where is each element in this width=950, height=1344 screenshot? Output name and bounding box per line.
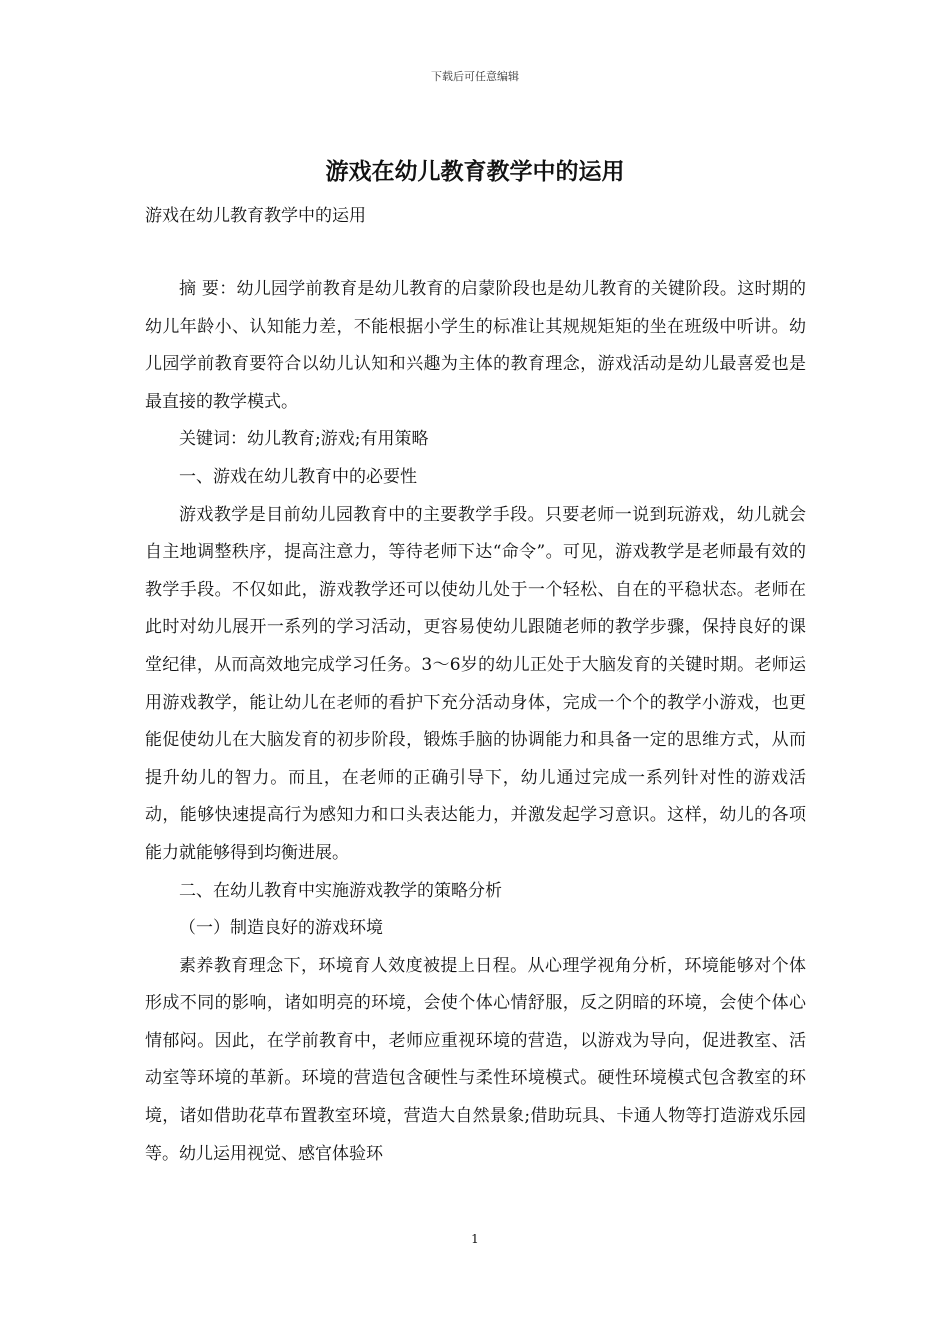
body-text xyxy=(145,271,806,1173)
header-note: 下载后可任意编辑 xyxy=(431,70,519,83)
body-paragraph: 游戏教学是目前幼儿园教育中的主要教学手段。只要老师一说到玩游戏，幼儿就会自主地调整秩序，提高注意力，等待老师下达“命令”。可见，游戏教学是老师最有效的教学手段。不仅如此，游戏教学还可以使幼儿处于一个轻松、自在的平稳状态。老师在此时对幼儿展开一系列的学习活动，更容易使幼儿跟随老师的教学步骤，保持良好的课堂纪律，从而高效地完成学习任务。3～6岁的幼儿正处于大脑发育的关键时期。老师运用游戏教学，能让幼儿在老师的看护下充分活动身体，完成一个个的教学小游戏，也更能促使幼儿在大脑发育的初步阶段，锻炼手脑的协调能力和具备一定的思维方式，从而提升幼儿的智力。而且，在老师的正确引导下，幼儿通过完成一系列针对性的游戏活动，能够快速提高行为感知力和口头表达能力，并激发起学习意识。这样，幼儿的各项能力就能够得到均衡进展。 xyxy=(145,504,806,863)
section-heading-2: 二、在幼儿教育中实施游戏教学的策略分析 xyxy=(179,880,502,901)
body-paragraph: 素养教育理念下，环境育人效度被提上日程。从心理学视角分析，环境能够对个体形成不同的影响，诸如明亮的环境，会使个体心情舒服，反之阴暗的环境，会使个体心情郁闷。因此，在学前教育中，老师应重视环境的营造，以游戏为导向，促进教室、活动室等环境的革新。环境的营造包含硬性与柔性环境模式。硬性环境模式包含教室的环境，诸如借助花草布置教室环境，营造大自然景象;借助玩具、卡通人物等打造游戏乐园等。幼儿运用视觉、感官体验环 xyxy=(145,955,806,1164)
abstract-paragraph: 摘 要：幼儿园学前教育是幼儿教育的启蒙阶段也是幼儿教育的关键阶段。这时期的幼儿年龄小、认知能力差，不能根据小学生的标准让其规规矩矩的坐在班级中听讲。幼儿园学前教育要符合以幼儿认知和兴趣为主体的教育理念，游戏活动是幼儿最喜爱也是最直接的教学模式。 xyxy=(145,279,806,412)
section-heading-1: 一、游戏在幼儿教育中的必要性 xyxy=(179,466,417,487)
subtitle: 游戏在幼儿教育教学中的运用 xyxy=(145,206,366,226)
page-number: 1 xyxy=(471,1232,479,1246)
subsection-heading-1: （一）制造良好的游戏环境 xyxy=(179,918,383,939)
keywords-line: 关键词：幼儿教育;游戏;有用策略 xyxy=(179,429,429,450)
page-title: 游戏在幼儿教育教学中的运用 xyxy=(325,158,625,185)
